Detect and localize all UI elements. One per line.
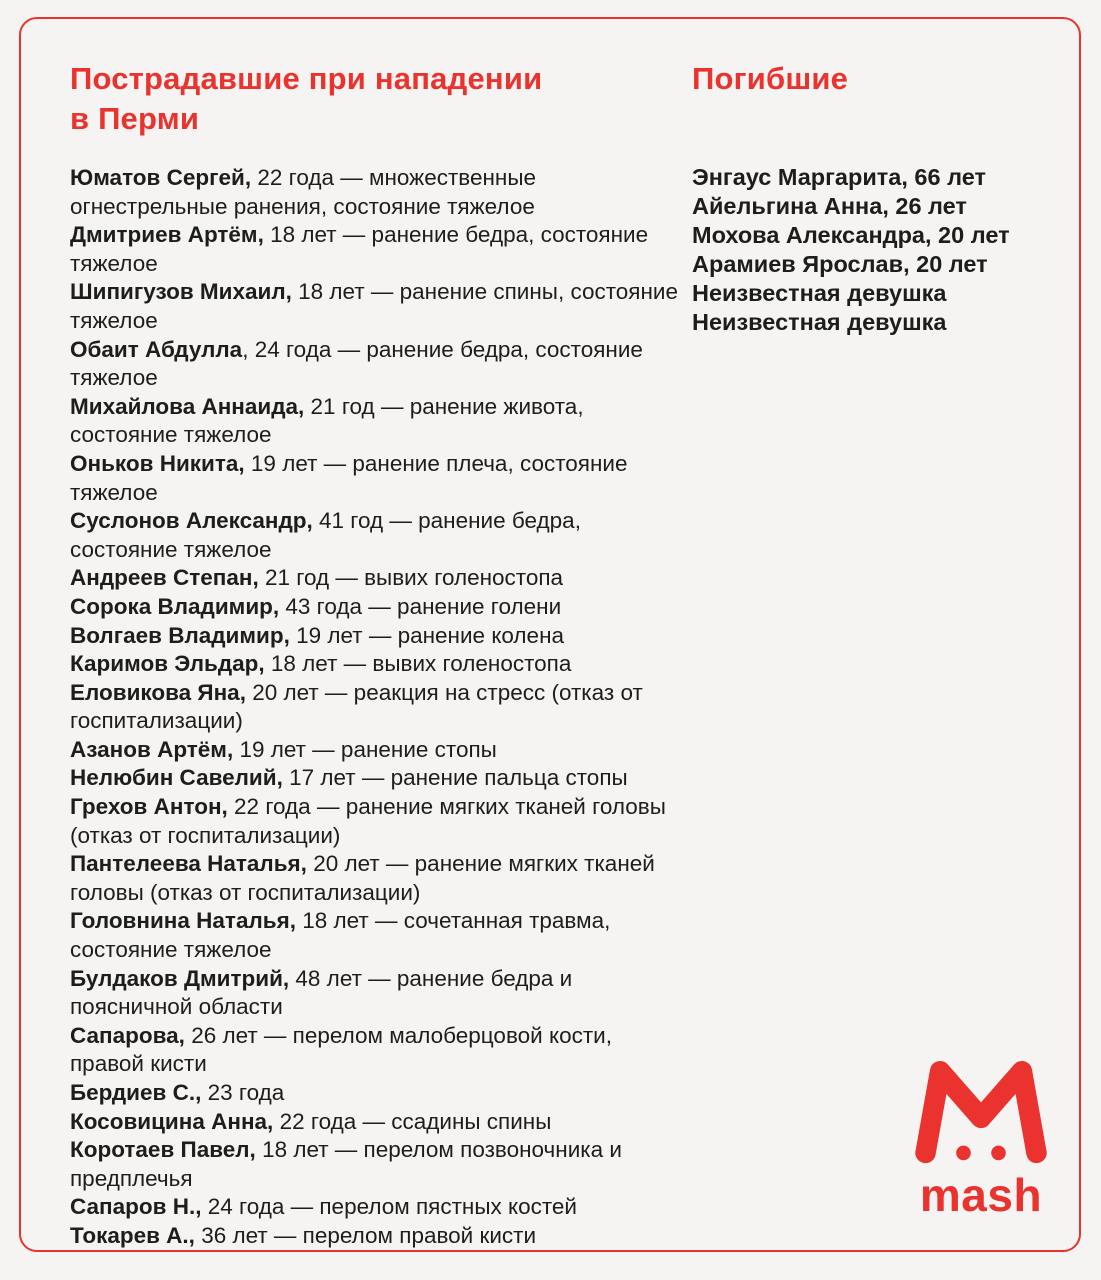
victim-entry: Юматов Сергей, 22 года — множественные огнестрельные ранения, состояние тяжелое bbox=[70, 165, 537, 219]
victim-name: Азанов Артём, bbox=[70, 736, 234, 762]
injured-list bbox=[70, 164, 682, 1251]
deceased-entry: Мохова Александра, 20 лет bbox=[692, 222, 1010, 248]
mash-cat-icon bbox=[905, 1055, 1057, 1173]
victim-entry: Волгаев Владимир, 19 лет — ранение колена bbox=[70, 622, 565, 648]
deceased-entry: Айельгина Анна, 26 лет bbox=[692, 193, 967, 219]
infographic-card bbox=[19, 17, 1081, 1252]
victim-name: Каримов Эльдар, bbox=[70, 651, 265, 677]
victim-entry: Оньков Никита, 19 лет — ранение плеча, состояние тяжелое bbox=[70, 450, 628, 505]
victim-entry: Сорока Владимир, 43 года — ранение голени bbox=[70, 593, 562, 619]
injured-title bbox=[70, 59, 682, 139]
victim-name: Еловикова Яна, bbox=[70, 679, 246, 705]
victim-entry: Грехов Антон, 22 года — ранение мягких тканей головы (отказ от госпитализации) bbox=[70, 794, 666, 848]
victim-name: Шипигузов Михаил, bbox=[70, 279, 292, 305]
victim-name: Сорока Владимир, bbox=[70, 593, 280, 619]
victim-name: Андреев Степан, bbox=[70, 565, 259, 591]
victim-entry: Михайлова Аннаида, 21 год — ранение живота, состояние тяжелое bbox=[70, 393, 584, 448]
victim-name: Сапарова, bbox=[70, 1022, 185, 1048]
victim-name: Михайлова Аннаида, bbox=[70, 393, 305, 419]
mash-wordmark: mash bbox=[919, 1169, 1043, 1221]
victim-entry: Еловикова Яна, 20 лет — реакция на стресс (отказ от госпитализации) bbox=[70, 679, 643, 734]
victim-name: Юматов Сергей, bbox=[70, 165, 252, 190]
mash-logo bbox=[905, 1055, 1057, 1221]
victim-entry: Сапаров Н., 24 года — перелом пястных костей bbox=[70, 1194, 577, 1220]
victim-name: Сапаров Н., bbox=[70, 1194, 202, 1220]
deceased-list bbox=[692, 163, 1052, 337]
deceased-column bbox=[692, 59, 1052, 337]
injured-column bbox=[70, 59, 682, 1251]
victim-entry: Дмитриев Артём, 18 лет — ранение бедра, состояние тяжелое bbox=[70, 222, 649, 276]
victim-entry: Косовицина Анна, 22 года — ссадины спины bbox=[70, 1108, 552, 1134]
deceased-title: Погибшие bbox=[692, 61, 849, 96]
victim-name: Коротаев Павел, bbox=[70, 1137, 256, 1163]
deceased-entry: Арамиев Ярослав, 20 лет bbox=[692, 251, 988, 277]
deceased-entry: Неизвестная девушка bbox=[692, 309, 947, 335]
victim-entry: Андреев Степан, 21 год — вывих голеностопа bbox=[70, 565, 564, 591]
victim-entry: Коротаев Павел, 18 лет — перелом позвоночника и предплечья bbox=[70, 1137, 622, 1191]
victim-entry: Пантелеева Наталья, 20 лет — ранение мягких тканей головы (отказ от госпитализации) bbox=[70, 851, 655, 905]
deceased-entry: Неизвестная девушка bbox=[692, 280, 947, 306]
victim-name: Бердиев С., bbox=[70, 1080, 202, 1105]
victim-name: Волгаев Владимир, bbox=[70, 622, 290, 648]
victim-name: Головнина Наталья, bbox=[70, 908, 296, 934]
victim-entry: Булдаков Дмитрий, 48 лет — ранение бедра и поясничной области bbox=[70, 965, 573, 1020]
victim-name: Токарев А., bbox=[70, 1222, 195, 1248]
victim-entry: Шипигузов Михаил, 18 лет — ранение спины, состояние тяжелое bbox=[70, 279, 678, 333]
victim-entry: Каримов Эльдар, 18 лет — вывих голеностопа bbox=[70, 651, 572, 677]
victim-name: Дмитриев Артём, bbox=[70, 222, 264, 248]
victim-name: Грехов Антон, bbox=[70, 794, 228, 820]
injured-title-line2: в Перми bbox=[70, 101, 200, 136]
victim-name: Обаит Абдулла bbox=[70, 336, 243, 362]
victim-entry: Обаит Абдулла, 24 года — ранение бедра, состояние тяжелое bbox=[70, 336, 643, 391]
victim-name: Пантелеева Наталья, bbox=[70, 851, 307, 877]
victim-entry: Сапарова, 26 лет — перелом малоберцовой кости, правой кисти bbox=[70, 1022, 612, 1077]
victim-name: Косовицина Анна, bbox=[70, 1108, 274, 1134]
injured-title-line1: Пострадавшие при нападении bbox=[70, 61, 543, 96]
victim-entry: Азанов Артём, 19 лет — ранение стопы bbox=[70, 736, 497, 762]
victim-entry: Головнина Наталья, 18 лет — сочетанная травма, состояние тяжелое bbox=[70, 908, 611, 963]
victim-name: Суслонов Александр, bbox=[70, 508, 313, 534]
victim-name: Нелюбин Савелий, bbox=[70, 765, 283, 791]
victim-entry: Бердиев С., 23 года bbox=[70, 1080, 285, 1105]
victim-entry: Суслонов Александр, 41 год — ранение бедра, состояние тяжелое bbox=[70, 508, 581, 562]
victim-name: Булдаков Дмитрий, bbox=[70, 965, 290, 991]
victim-entry: Токарев А., 36 лет — перелом правой кисти bbox=[70, 1222, 537, 1248]
victim-entry: Нелюбин Савелий, 17 лет — ранение пальца стопы bbox=[70, 765, 628, 791]
victim-name: Оньков Никита, bbox=[70, 450, 245, 476]
deceased-entry: Энгаус Маргарита, 66 лет bbox=[692, 164, 986, 190]
